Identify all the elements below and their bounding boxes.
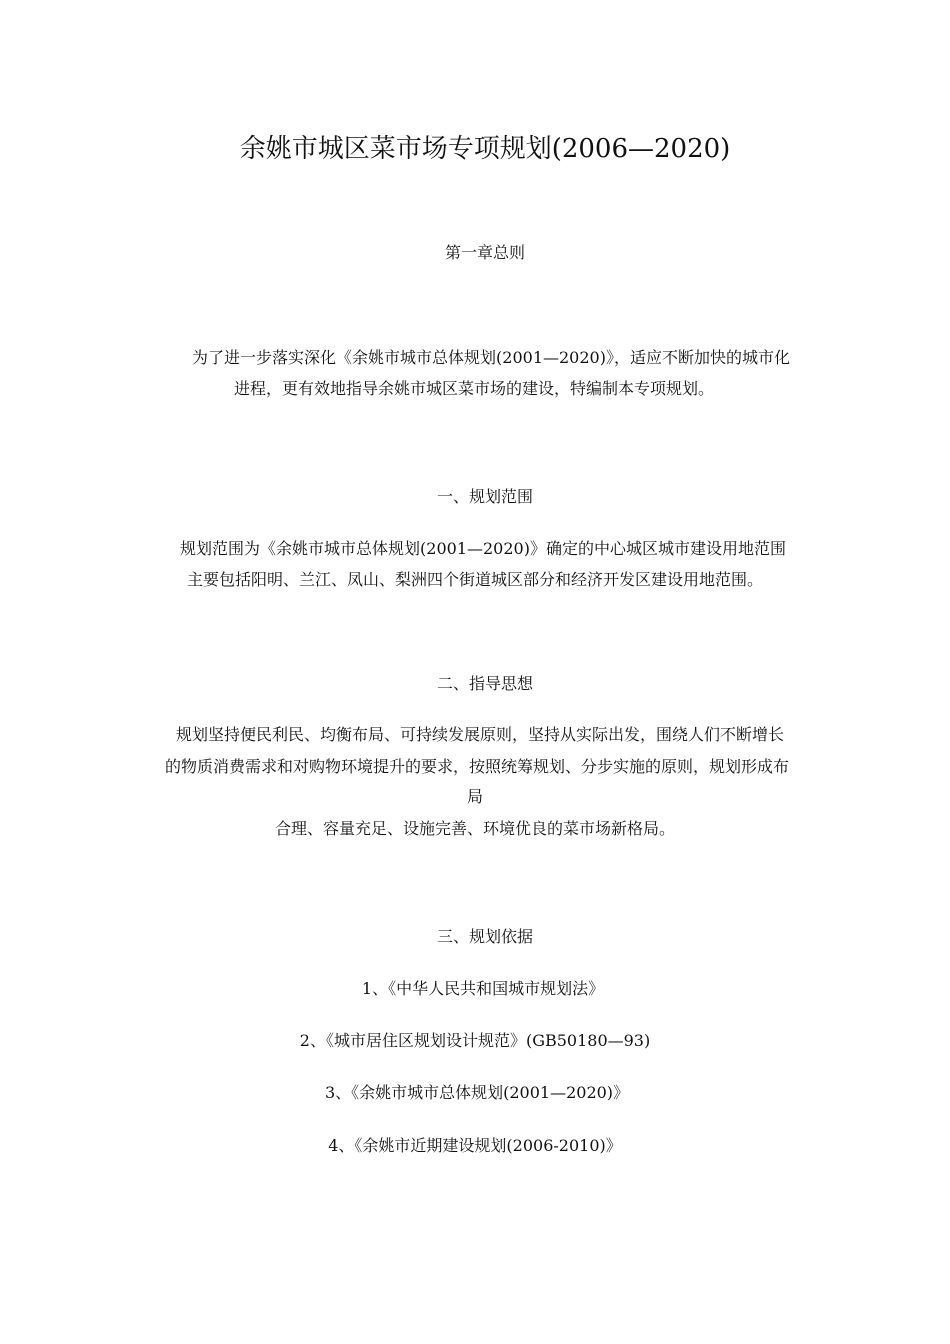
scope-paragraph-line: 主要包括阳明、兰江、凤山、梨洲四个街道城区部分和经济开发区建设用地范围。	[186, 570, 763, 589]
guiding-paragraph-line: 规划坚持便民利民、均衡布局、可持续发展原则，坚持从实际出发，围绕人们不断增长	[175, 725, 784, 744]
guiding-paragraph-line: 局	[466, 787, 483, 806]
section-heading-guiding-ideology: 二、指导思想	[436, 674, 533, 693]
chapter-heading: 第一章总则	[444, 243, 525, 262]
intro-paragraph-line: 进程，更有效地指导余姚市城区菜市场的建设，特编制本专项规划。	[233, 379, 714, 398]
scope-paragraph-line: 规划范围为《余姚市城市总体规划(2001—2020)》确定的中心城区城市建设用地范围	[180, 539, 786, 558]
guiding-paragraph-line: 的物质消费需求和对购物环境提升的要求，按照统筹规划、分步实施的原则，规划形成布	[164, 757, 789, 776]
reference-item: 1、《中华人民共和国城市规划法》	[361, 979, 605, 998]
section-heading-basis: 三、规划依据	[436, 927, 533, 946]
section-heading-scope: 一、规划范围	[436, 487, 533, 506]
reference-item: 3、《余姚市城市总体规划(2001—2020)》	[324, 1083, 630, 1102]
intro-paragraph-line: 为了进一步落实深化《余姚市城市总体规划(2001—2020)》，适应不断加快的城市化	[192, 348, 790, 367]
reference-item: 2、《城市居住区规划设计规范》(GB50180—93)	[299, 1031, 651, 1050]
reference-item: 4、《余姚市近期建设规划(2006-2010)》	[328, 1136, 622, 1155]
guiding-paragraph-line: 合理、容量充足、设施完善、环境优良的菜市场新格局。	[274, 819, 675, 838]
document-title: 余姚市城区菜市场专项规划(2006—2020)	[239, 134, 731, 164]
